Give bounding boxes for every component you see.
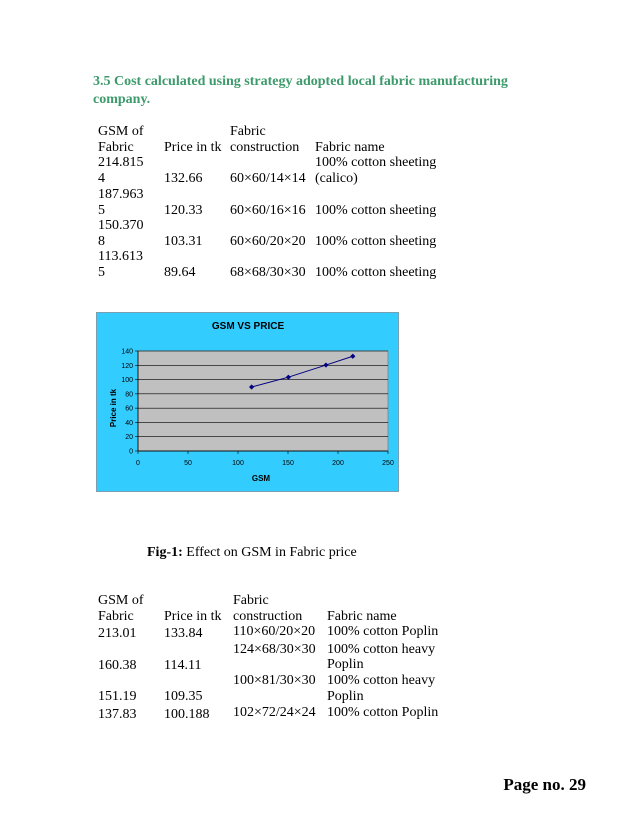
table-cell: 100% cotton Poplin (327, 705, 439, 720)
table-cell: Poplin (327, 657, 364, 672)
table-cell: 214.815 (98, 155, 144, 170)
x-tick-label: 50 (184, 460, 192, 467)
table1-header-construction-line2: construction (230, 140, 300, 155)
y-tick-label: 120 (121, 362, 133, 370)
table-cell: 150.370 (98, 218, 144, 233)
table-cell: 102×72/24×24 (233, 705, 316, 720)
table-cell: 100% cotton sheeting (315, 203, 437, 218)
table-cell: 113.613 (98, 249, 143, 264)
gsm-vs-price-chart (96, 312, 399, 492)
table-cell: 213.01 (98, 626, 137, 641)
table2-header-name: Fabric name (327, 609, 397, 624)
y-tick-label: 0 (129, 448, 133, 456)
table-cell: 5 (98, 265, 105, 280)
table-cell: 100×81/30×30 (233, 673, 316, 688)
table1-header-price: Price in tk (164, 140, 222, 155)
plot-area (121, 349, 394, 468)
table2-header-price: Price in tk (164, 609, 222, 624)
chart-title: GSM VS PRICE (211, 321, 285, 332)
x-axis-label: GSM (251, 474, 271, 483)
x-tick-label: 200 (332, 460, 344, 467)
table-cell: 100% cotton sheeting (315, 155, 437, 170)
table-cell: 103.31 (164, 234, 203, 249)
figure-caption (147, 545, 357, 561)
table2-header-gsm-line2: Fabric (98, 609, 134, 624)
table-cell: 60×60/16×16 (230, 203, 306, 218)
table-cell: 100% cotton heavy (327, 642, 436, 657)
table-cell: 100% cotton sheeting (315, 234, 437, 249)
table1-header-construction-line1: Fabric (230, 124, 266, 139)
table2-header-construction-line2: construction (233, 609, 303, 624)
y-tick-label: 20 (125, 434, 133, 442)
table2-header-gsm-line1: GSM of (98, 593, 144, 608)
chart-svg (97, 313, 400, 493)
table-cell: 160.38 (98, 658, 137, 673)
table-cell: 109.35 (164, 689, 203, 704)
table-cell: 100% cotton sheeting (315, 265, 437, 280)
table-cell: 124×68/30×30 (233, 642, 316, 657)
table-cell: 100.188 (164, 707, 210, 722)
table1-header-name: Fabric name (315, 140, 385, 155)
x-tick-label: 100 (232, 460, 244, 467)
y-tick-label: 60 (125, 405, 133, 413)
figure-caption-text: Effect on GSM in Fabric price (182, 545, 357, 560)
section-heading: 3.5 Cost calculated using strategy adopted local fabric manufacturing company. (93, 74, 508, 107)
x-tick-label: 150 (282, 460, 294, 467)
table-cell: 5 (98, 203, 105, 218)
table-cell: 137.83 (98, 707, 137, 722)
table1-header-gsm-line2: Fabric (98, 140, 134, 155)
table2-header-construction-line1: Fabric (233, 593, 269, 608)
figure-caption-label: Fig-1: (147, 545, 183, 560)
table-cell: 89.64 (164, 265, 196, 280)
x-tick-label: 0 (136, 460, 140, 467)
table-cell: 100% cotton Poplin (327, 624, 439, 639)
y-tick-label: 40 (125, 419, 133, 427)
table-cell: 114.11 (164, 658, 202, 673)
table-cell: 60×60/14×14 (230, 171, 306, 186)
table-cell: (calico) (315, 171, 358, 186)
table-cell: 110×60/20×20 (233, 624, 316, 639)
table-cell: 4 (98, 171, 105, 186)
x-tick-label: 250 (382, 460, 394, 467)
plot-background (138, 351, 388, 451)
table-cell: 120.33 (164, 203, 203, 218)
table-cell: 8 (98, 234, 105, 249)
page-number: Page no. 29 (503, 775, 586, 794)
table-cell: 187.963 (98, 187, 144, 202)
y-axis-label: Price in tk (109, 388, 118, 428)
table-cell: 151.19 (98, 689, 137, 704)
table1-header-gsm-line1: GSM of (98, 124, 144, 139)
table-cell: 100% cotton heavy (327, 673, 436, 688)
y-tick-label: 80 (125, 391, 133, 399)
y-tick-label: 100 (121, 377, 133, 385)
table-cell: Poplin (327, 689, 364, 704)
y-tick-label: 140 (121, 348, 133, 356)
table-cell: 133.84 (164, 626, 203, 641)
table-cell: 60×60/20×20 (230, 234, 306, 249)
table-cell: 68×68/30×30 (230, 265, 306, 280)
table-cell: 132.66 (164, 171, 203, 186)
